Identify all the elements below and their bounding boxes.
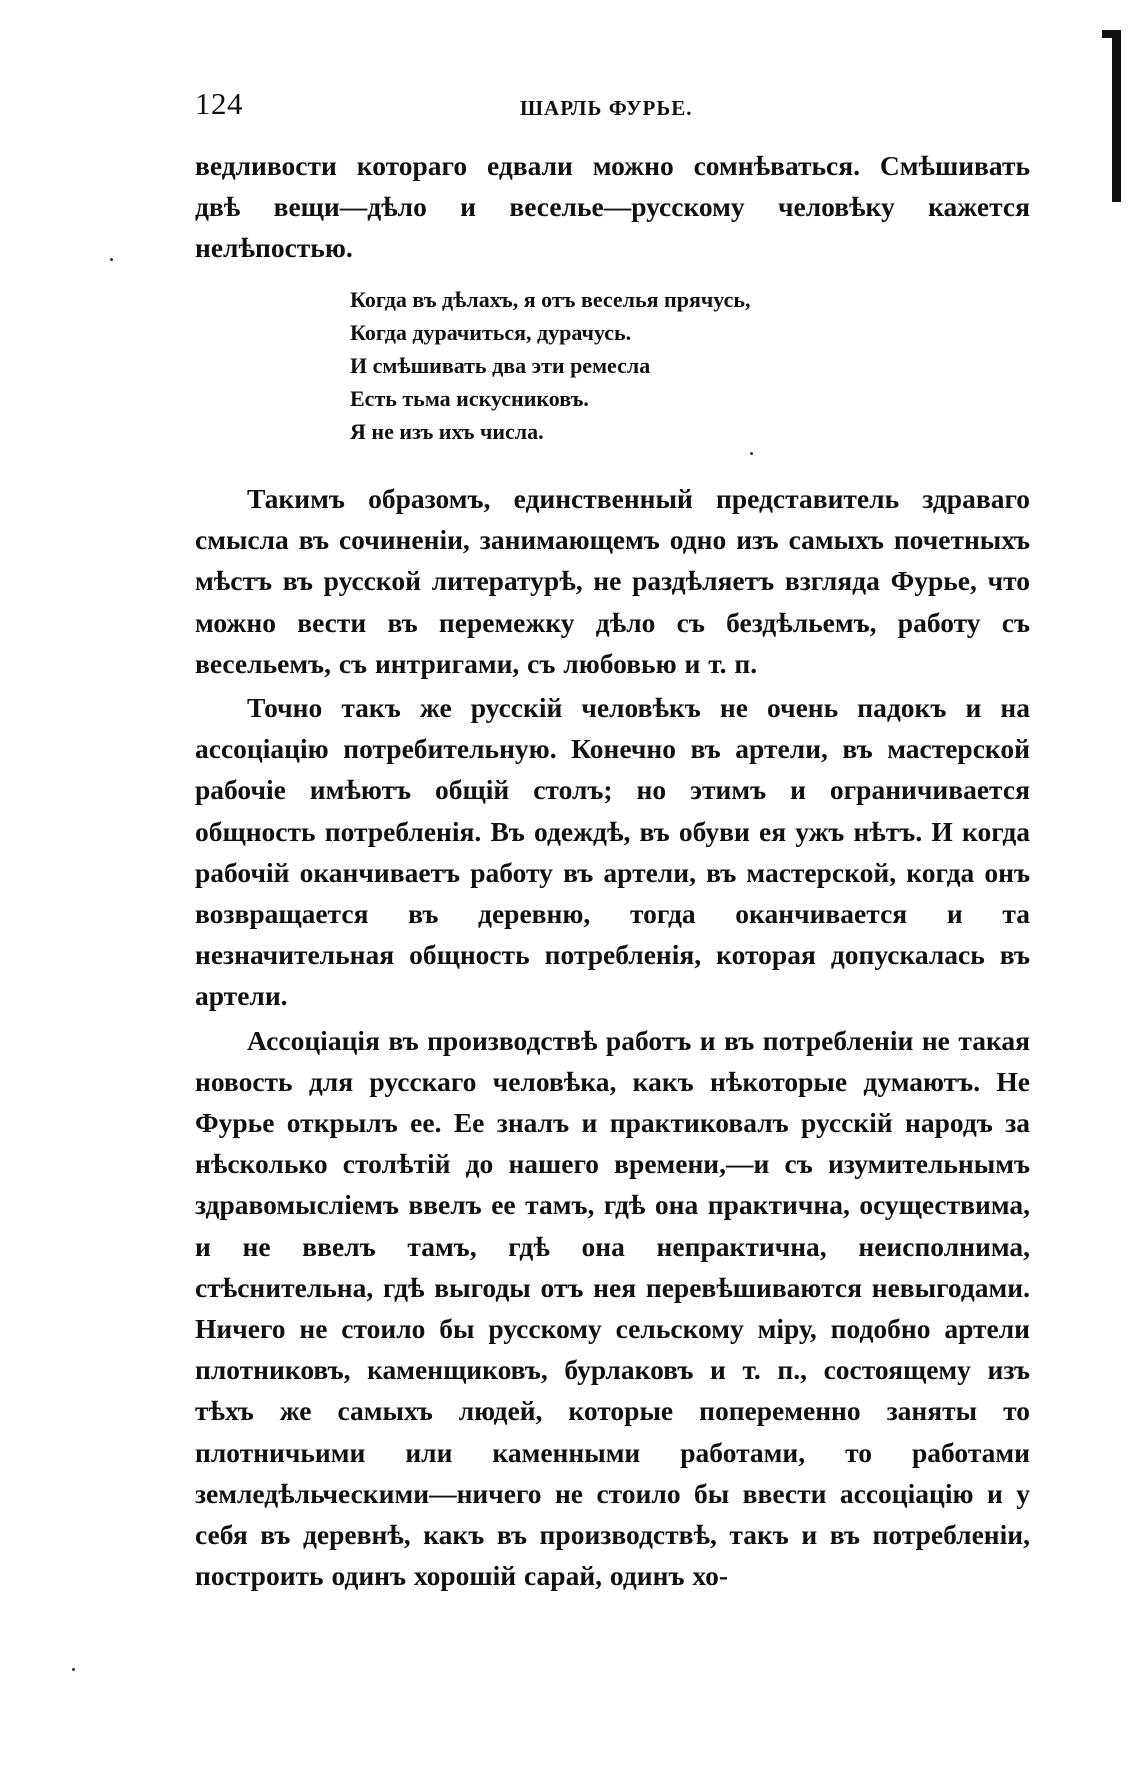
verse-line: Когда дурачиться, дурачусь. (350, 320, 632, 345)
body-text (195, 478, 1030, 1599)
verse-line: И смѣшивать два эти ремесла (350, 353, 651, 378)
verse-line: Есть тьма искусниковъ. (350, 386, 589, 411)
scan-speck (110, 258, 113, 261)
page-number: 124 (195, 86, 243, 121)
paragraph: Ассоціація въ производствѣ работъ и въ потребленіи не такая новость для русскаго человѣка, какъ нѣкоторые думаютъ. Не Фурье открылъ ее. Ее зналъ и практиковалъ русскій народъ за нѣсколько столѣтій до нашего времени,—и съ изумительнымъ здравомысліемъ ввелъ ее тамъ, гдѣ она практична, осуществима, и не ввелъ тамъ, гдѣ она непрактична, неисполнима, стѣснительна, гдѣ выгоды отъ нея перевѣшиваются невыгодами. Ничего не стоило бы русскому сельскому міру, подобно артели плотниковъ, каменщиковъ, бурлаковъ и т. п., состоящему изъ тѣхъ же самыхъ людей, которые попеременно заняты то плотничьими или каменными работами, то работами земледѣльческими—ничего не стоило бы ввести ассоціацію и у себя въ деревнѣ, какъ въ производствѣ, такъ и въ потребленіи, построить одинъ хорошій сарай, одинъ хо- (195, 1024, 1030, 1592)
running-title: ШАРЛЬ ФУРЬЕ. (520, 96, 693, 120)
verse-line: Я не изъ ихъ числа. (350, 419, 544, 444)
verse-quote (350, 283, 750, 448)
verse-line: Когда въ дѣлахъ, я отъ веселья прячусь, (350, 287, 751, 312)
scan-speck (750, 452, 753, 455)
continuation-paragraph: ведливости котораго едвали можно сомнѣваться. Смѣшивать двѣ вещи—дѣло и веселье—русскому человѣку кажется нелѣпостью. (195, 150, 1030, 263)
page-header (195, 86, 1035, 126)
paragraph: Точно такъ же русскій человѣкъ не очень падокъ и на ассоціацію потребительную. Конечно въ артели, въ мастерской рабочіе имѣютъ общій столъ; но этимъ и ограничивается общность потребленія. Въ одеждѣ, въ обуви ея ужъ нѣтъ. И когда рабочій оканчиваетъ работу въ артели, въ мастерской, когда онъ возвращается въ деревню, тогда оканчивается и та незначительная общность потребленія, которая допускалась въ артели. (195, 692, 1030, 1012)
paragraph: Такимъ образомъ, единственный представитель здраваго смысла въ сочиненіи, занимающемъ одно изъ самыхъ почетныхъ мѣстъ въ русской литературѣ, не раздѣляетъ взгляда Фурье, что можно вести въ перемежку дѣло съ бездѣльемъ, работу съ весельемъ, съ интригами, съ любовью и т. п. (195, 483, 1030, 679)
scan-speck (72, 1668, 75, 1671)
page-edge-mark (1112, 30, 1121, 202)
